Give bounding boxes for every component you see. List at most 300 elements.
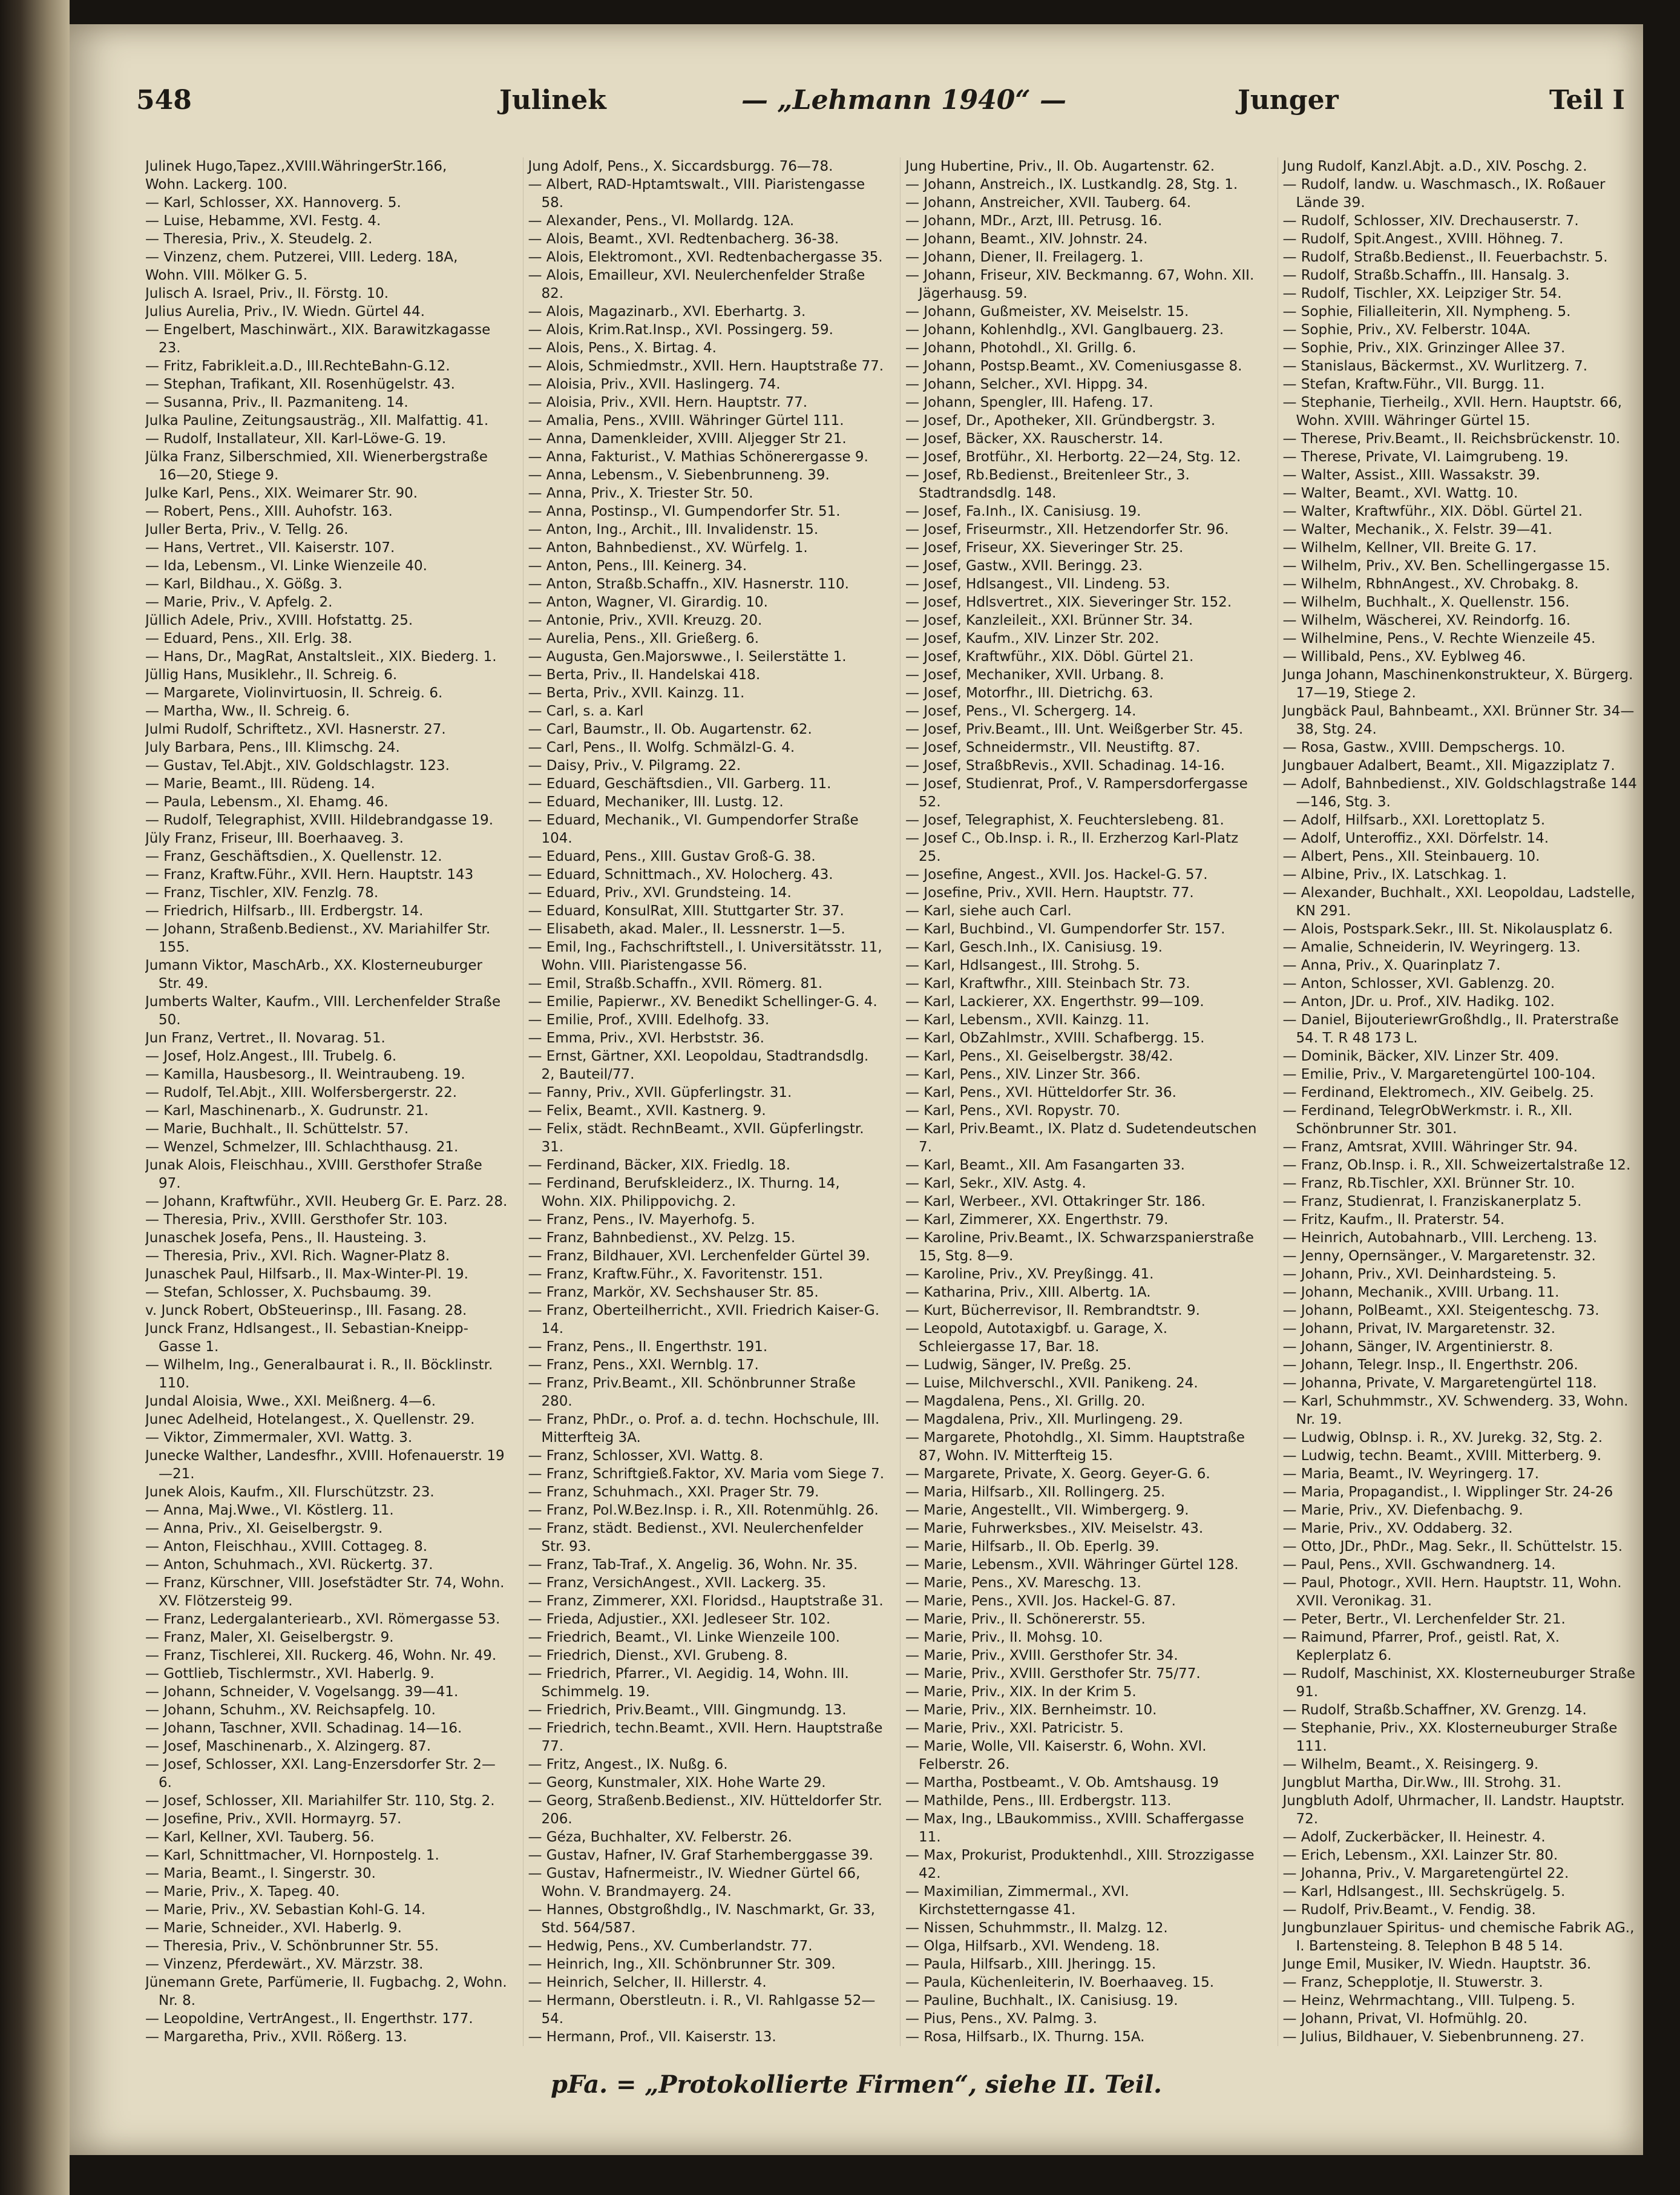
- directory-entry: — Walter, Mechanik., X. Felstr. 39—41.: [1282, 522, 1553, 538]
- directory-entry: — Karl, Werbeer., XVI. Ottakringer Str. 186.: [905, 1194, 1206, 1209]
- directory-entry: — Pius, Pens., XV. Palmg. 3.: [905, 2011, 1097, 2027]
- directory-entry: — Eduard, Pens., XII. Erlg. 38.: [145, 631, 353, 647]
- directory-entry: — Viktor, Zimmermaler, XVI. Wattg. 3.: [145, 1430, 413, 1446]
- directory-entry: — Ferdinand, TelegrObWerkmstr. i. R., XII. Schönbrunner Str. 301.: [1282, 1103, 1573, 1137]
- directory-entry: — Josef, Kraftwführ., XIX. Döbl. Gürtel 21.: [905, 649, 1194, 665]
- directory-entry: — Fanny, Priv., XVII. Güpferlingstr. 31.: [528, 1085, 792, 1101]
- directory-entry: — Stanislaus, Bäckermst., XV. Wurlitzerg. 7.: [1282, 358, 1588, 374]
- directory-entry: — Franz, Zimmerer, XXI. Floridsd., Hauptstraße 31.: [528, 1593, 884, 1609]
- directory-entry: — Karl, Lackierer, XX. Engerthstr. 99—109.: [905, 994, 1204, 1010]
- directory-entry: — Franz, Bahnbedienst., XV. Pelzg. 15.: [528, 1230, 796, 1246]
- directory-entry: — Josef C., Ob.Insp. i. R., II. Erzherzog Karl-Platz 25.: [905, 831, 1239, 864]
- directory-entry: — Karl, Lebensm., XVII. Kainzg. 11.: [905, 1012, 1150, 1028]
- column-4: [1278, 157, 1641, 2046]
- directory-entry: — Margarete, Private, X. Georg. Geyer-G. 6.: [905, 1466, 1210, 1482]
- directory-entry: — Karl, Gesch.Inh., IX. Canisiusg. 19.: [905, 940, 1163, 955]
- directory-entry: — Sophie, Priv., XV. Felberstr. 104A.: [1282, 322, 1531, 338]
- directory-entry: — Wilhelm, Buchhalt., X. Quellenstr. 156.: [1282, 594, 1570, 610]
- directory-entry: — Heinrich, Autobahnarb., VIII. Lercheng. 13.: [1282, 1230, 1598, 1246]
- directory-entry: — Marie, Priv., XIX. Bernheimstr. 10.: [905, 1702, 1157, 1718]
- directory-entry: — Daniel, BijouteriewrGroßhdlg., II. Praterstraße 54. T. R 48 173 L.: [1282, 1012, 1619, 1046]
- directory-entry: — Friedrich, Hilfsarb., III. Erdbergstr. 14.: [145, 903, 424, 919]
- directory-entry: — Hans, Vertret., VII. Kaiserstr. 107.: [145, 540, 395, 556]
- directory-entry: — Alois, Magazinarb., XVI. Eberhartg. 3.: [528, 304, 806, 320]
- directory-entry: — Anna, Fakturist., V. Mathias Schönerergasse 9.: [528, 449, 868, 465]
- directory-entry: Junec Adelheid, Hotelangest., X. Quellenstr. 29.: [145, 1412, 475, 1427]
- directory-entry: — Marie, Buchhalt., II. Schüttelstr. 57.: [145, 1121, 409, 1137]
- directory-entry: — Max, Prokurist, Produktenhdl., XIII. Strozzigasse 42.: [905, 1848, 1255, 1881]
- directory-entry: — Alois, Krim.Rat.Insp., XVI. Possingerg. 59.: [528, 322, 833, 338]
- directory-entry: — Rudolf, Priv.Beamt., V. Fendig. 38.: [1282, 1902, 1536, 1918]
- directory-entry: — Karl, Bildhau., X. Gößg. 3.: [145, 576, 343, 592]
- directory-entry: — Anton, Pens., III. Keinerg. 34.: [528, 558, 747, 574]
- directory-entry: — Olga, Hilfsarb., XVI. Wendeng. 18.: [905, 1938, 1160, 1954]
- directory-entry: — Johann, Friseur, XIV. Beckmanng. 67, Wohn. XII. Jägerhausg. 59.: [905, 268, 1255, 301]
- directory-entry: — Franz, Tab-Traf., X. Angelig. 36, Wohn. Nr. 35.: [528, 1557, 858, 1573]
- directory-entry: — Felix, Beamt., XVII. Kastnerg. 9.: [528, 1103, 766, 1119]
- directory-entry: — Vinzenz, chem. Putzerei, VIII. Lederg. 18A,: [145, 249, 458, 265]
- directory-entry: — Franz, Bildhauer, XVI. Lerchenfelder Gürtel 39.: [528, 1248, 870, 1264]
- directory-entry: — Alois, Postspark.Sekr., III. St. Nikolausplatz 6.: [1282, 921, 1613, 937]
- directory-entry: — Franz, Schlosser, XVI. Wattg. 8.: [528, 1448, 764, 1464]
- directory-entry: — Marie, Fuhrwerksbes., XIV. Meiselstr. 43.: [905, 1521, 1204, 1536]
- directory-entry: — Karl, Schlosser, XX. Hannoverg. 5.: [145, 195, 401, 211]
- directory-entry: — Emilie, Papierwr., XV. Benedikt Schellinger-G. 4.: [528, 994, 878, 1010]
- directory-entry: — Franz, Schuhmach., XXI. Prager Str. 79.: [528, 1484, 819, 1500]
- directory-entry: — Josef, Schlosser, XXI. Lang-Enzersdorfer Str. 2—6.: [145, 1757, 496, 1791]
- last-entry-word: Junger: [1238, 85, 1339, 116]
- directory-entry: — Fritz, Kaufm., II. Praterstr. 54.: [1282, 1212, 1505, 1228]
- directory-entry: — Margaretha, Priv., XVII. Rößerg. 13.: [145, 2029, 407, 2045]
- directory-entry: — Luise, Milchverschl., XVII. Panikeng. 24.: [905, 1375, 1198, 1391]
- directory-entry: — Anna, Priv., XI. Geiselbergstr. 9.: [145, 1521, 383, 1536]
- directory-entry: — Marie, Priv., XIX. In der Krim 5.: [905, 1684, 1137, 1700]
- directory-entry: — Franz, Priv.Beamt., XII. Schönbrunner Straße 280.: [528, 1375, 856, 1409]
- directory-entry: — Marie, Priv., XXI. Patricistr. 5.: [905, 1720, 1124, 1736]
- directory-entry: — Ferdinand, Bäcker, XIX. Friedlg. 18.: [528, 1157, 790, 1173]
- directory-entry: — Josef, Bäcker, XX. Rauscherstr. 14.: [905, 431, 1163, 447]
- directory-entry: — Berta, Priv., XVII. Kainzg. 11.: [528, 685, 745, 701]
- directory-entry: July Barbara, Pens., III. Klimschg. 24.: [145, 740, 400, 755]
- directory-entry: — Franz, Kraftw.Führ., X. Favoritenstr. 151.: [528, 1266, 823, 1282]
- directory-entry: — Marie, Lebensm., XVII. Währinger Gürtel 128.: [905, 1557, 1239, 1573]
- directory-entry: — Stephanie, Tierheilg., XVII. Hern. Hauptstr. 66, Wohn. XVIII. Währinger Gürtel 15.: [1282, 395, 1623, 429]
- directory-entry: — Josef, Schlosser, XII. Mariahilfer Str. 110, Stg. 2.: [145, 1793, 495, 1809]
- directory-entry: — Anna, Lebensm., V. Siebenbrunneng. 39.: [528, 467, 830, 483]
- directory-entry: Junecke Walther, Landesfhr., XVIII. Hofenauerstr. 19—21.: [145, 1448, 505, 1482]
- directory-entry: — Rudolf, Spit.Angest., XVIII. Höhneg. 7.: [1282, 231, 1564, 247]
- directory-entry: — Johann, Privat, VI. Hofmühlg. 20.: [1282, 2011, 1528, 2027]
- directory-entry: — Franz, Markör, XV. Sechshauser Str. 85.: [528, 1285, 819, 1300]
- directory-entry: — Friedrich, Beamt., VI. Linke Wienzeile 100.: [528, 1630, 840, 1645]
- directory-entry: — Gustav, Tel.Abjt., XIV. Goldschlagstr. 123.: [145, 758, 450, 774]
- directory-entry: Jung Adolf, Pens., X. Siccardsburgg. 76—78.: [528, 159, 833, 174]
- directory-entry: Wohn. Lackerg. 100.: [145, 177, 287, 193]
- directory-entry: — Margarete, Violinvirtuosin, II. Schreig. 6.: [145, 685, 443, 701]
- directory-entry: — Erich, Lebensm., XXI. Lainzer Str. 80.: [1282, 1848, 1558, 1863]
- directory-entry: — Hermann, Oberstleutn. i. R., VI. Rahlgasse 52—54.: [528, 1993, 876, 2027]
- directory-entry: — Johann, Anstreicher, XVII. Tauberg. 64.: [905, 195, 1192, 211]
- directory-entry: — Johann, Gußmeister, XV. Meiselstr. 15.: [905, 304, 1189, 320]
- directory-entry: — Sophie, Priv., XIX. Grinzinger Allee 37.: [1282, 340, 1566, 356]
- directory-entry: — Hermann, Prof., VII. Kaiserstr. 13.: [528, 2029, 776, 2045]
- directory-entry: — Karl, Pens., XIV. Linzer Str. 366.: [905, 1067, 1141, 1082]
- directory-entry: — Rudolf, landw. u. Waschmasch., IX. Roßauer Lände 39.: [1282, 177, 1606, 211]
- directory-entry: — Josef, Hdlsangest., VII. Lindeng. 53.: [905, 576, 1170, 592]
- directory-entry: — Karoline, Priv., XV. Preyßingg. 41.: [905, 1266, 1154, 1282]
- directory-entry: — Josefine, Priv., XVII. Hormayrg. 57.: [145, 1811, 402, 1827]
- directory-entry: Wohn. VIII. Mölker G. 5.: [145, 268, 308, 283]
- running-head: [136, 85, 1625, 133]
- directory-entry: — Anton, Schlosser, XVI. Gablenzg. 20.: [1282, 976, 1555, 992]
- directory-entry: — Friedrich, techn.Beamt., XVII. Hern. Hauptstraße 77.: [528, 1720, 883, 1754]
- directory-entry: — Marie, Schneider., XVI. Haberlg. 9.: [145, 1920, 402, 1936]
- directory-entry: — Dominik, Bäcker, XIV. Linzer Str. 409.: [1282, 1048, 1560, 1064]
- directory-entry: — Josef, Friseur, XX. Sieveringer Str. 25.: [905, 540, 1184, 556]
- directory-entry: Junge Emil, Musiker, IV. Wiedn. Hauptstr. 36.: [1282, 1956, 1592, 1972]
- directory-entry: — Karl, ObZahlmstr., XVIII. Schafbergg. 15.: [905, 1030, 1205, 1046]
- directory-entry: — Willibald, Pens., XV. Eyblweg 46.: [1282, 649, 1526, 665]
- directory-entry: Juller Berta, Priv., V. Tellg. 26.: [145, 522, 349, 538]
- directory-entry: — Albert, Pens., XII. Steinbauerg. 10.: [1282, 849, 1540, 864]
- directory-entry: — Eduard, Mechaniker, III. Lustg. 12.: [528, 794, 784, 810]
- directory-entry: — Johann, Spengler, III. Hafeng. 17.: [905, 395, 1153, 410]
- directory-entry: — Anton, Fleischhau., XVIII. Cottageg. 8.: [145, 1539, 428, 1555]
- directory-entry: — Marie, Priv., XV. Oddaberg. 32.: [1282, 1521, 1513, 1536]
- directory-entry: — Johann, Postsp.Beamt., XV. Comeniusgasse 8.: [905, 358, 1242, 374]
- directory-entry: — Karl, Beamt., XII. Am Fasangarten 33.: [905, 1157, 1185, 1173]
- directory-entry: — Alois, Pens., X. Birtag. 4.: [528, 340, 717, 356]
- directory-entry: — Rudolf, Straßb.Schaffner, XV. Grenzg. 14.: [1282, 1702, 1587, 1718]
- directory-entry: — Raimund, Pfarrer, Prof., geistl. Rat, X. Keplerplatz 6.: [1282, 1630, 1560, 1664]
- directory-entry: — Josef, Rb.Bedienst., Breitenleer Str., 3. Stadtrandsdlg. 148.: [905, 467, 1190, 501]
- directory-entry: — Rudolf, Tel.Abjt., XIII. Wolfersbergerstr. 22.: [145, 1085, 458, 1101]
- directory-entry: — Karl, Priv.Beamt., IX. Platz d. Sudetendeutschen 7.: [905, 1121, 1257, 1155]
- directory-entry: — Emilie, Prof., XVIII. Edelhofg. 33.: [528, 1012, 770, 1028]
- directory-entry: — Maria, Hilfsarb., XII. Rollingerg. 25.: [905, 1484, 1166, 1500]
- directory-entry: — Berta, Priv., II. Handelskai 418.: [528, 667, 761, 683]
- directory-entry: Jungbunzlauer Spiritus- und chemische Fabrik AG., I. Bartensteing. 8. Telephon B 48 5 14.: [1282, 1920, 1635, 1954]
- directory-entry: — Alois, Elektromont., XVI. Redtenbachergasse 35.: [528, 249, 883, 265]
- directory-entry: — Albert, RAD-Hptamtswalt., VIII. Piaristengasse 58.: [528, 177, 865, 211]
- directory-entry: Jung Rudolf, Kanzl.Abjt. a.D., XIV. Poschg. 2.: [1282, 159, 1587, 174]
- directory-entry: — Franz, Ob.Insp. i. R., XII. Schweizertalstraße 12.: [1282, 1157, 1631, 1173]
- directory-entry: Julmi Rudolf, Schriftetz., XVI. Hasnerstr. 27.: [145, 722, 446, 737]
- directory-entry: — Engelbert, Maschinwärt., XIX. Barawitzkagasse 23.: [145, 322, 491, 356]
- directory-entry: — Franz, Schriftgieß.Faktor, XV. Maria vom Siege 7.: [528, 1466, 885, 1482]
- directory-entry: — Wilhelm, Priv., XV. Ben. Schellingergasse 15.: [1282, 558, 1610, 574]
- directory-entry: — Franz, Pens., II. Engerthstr. 191.: [528, 1339, 768, 1355]
- directory-entry: — Karl, Sekr., XIV. Astg. 4.: [905, 1176, 1086, 1191]
- directory-entry: — Theresia, Priv., XVIII. Gersthofer Str. 103.: [145, 1212, 448, 1228]
- directory-entry: — Josef, Motorfhr., III. Dietrichg. 63.: [905, 685, 1153, 701]
- directory-entry: — Eduard, Priv., XVI. Grundsteing. 14.: [528, 885, 792, 901]
- directory-entry: — Franz, Ledergalanteriearb., XVI. Römergasse 53.: [145, 1611, 500, 1627]
- directory-entry: — Marie, Priv., XV. Diefenbachg. 9.: [1282, 1502, 1523, 1518]
- first-entry-word: Julinek: [499, 85, 606, 116]
- directory-entry: — Max, Ing., LBaukommiss., XVIII. Schaffergasse 11.: [905, 1811, 1244, 1845]
- directory-entry: — Johann, Kohlenhdlg., XVI. Ganglbauerg. 23.: [905, 322, 1224, 338]
- directory-entry: — Ludwig, techn. Beamt., XVIII. Mitterberg. 9.: [1282, 1448, 1602, 1464]
- directory-entry: — Marie, Beamt., III. Rüdeng. 14.: [145, 776, 375, 792]
- directory-entry: — Wenzel, Schmelzer, III. Schlachthausg. 21.: [145, 1139, 459, 1155]
- directory-entry: Jüly Franz, Friseur, III. Boerhaaveg. 3.: [145, 831, 404, 846]
- directory-entry: — Alexander, Buchhalt., XXI. Leopoldau, Ladstelle, KN 291.: [1282, 885, 1635, 919]
- directory-entry: — Walter, Kraftwführ., XIX. Döbl. Gürtel 21.: [1282, 504, 1583, 519]
- directory-entry: — Josef, Mechaniker, XVII. Urbang. 8.: [905, 667, 1164, 683]
- directory-entry: — Maximilian, Zimmermal., XVI. Kirchstetterngasse 41.: [905, 1884, 1129, 1918]
- directory-entry: v. Junck Robert, ObSteuerinsp., III. Fasang. 28.: [145, 1303, 467, 1318]
- directory-entry: — Susanna, Priv., II. Pazmaniteng. 14.: [145, 395, 409, 410]
- directory-entry: — Paula, Hilfsarb., XIII. Jheringg. 15.: [905, 1956, 1157, 1972]
- directory-entry: — Marie, Hilfsarb., II. Ob. Eperlg. 39.: [905, 1539, 1160, 1555]
- directory-entry: — Johann, PolBeamt., XXI. Steigenteschg. 73.: [1282, 1303, 1600, 1318]
- page-number: 548: [136, 85, 192, 116]
- directory-entry: — Aloisia, Priv., XVII. Haslingerg. 74.: [528, 377, 781, 392]
- directory-entry: — Emil, Straßb.Schaffn., XVII. Römerg. 81.: [528, 976, 823, 992]
- directory-entry: — Josef, Hdlsvertret., XIX. Sieveringer Str. 152.: [905, 594, 1232, 610]
- directory-entry: — Theresia, Priv., X. Steudelg. 2.: [145, 231, 373, 247]
- directory-entry: — Kamilla, Hausbesorg., II. Weintraubeng. 19.: [145, 1067, 465, 1082]
- directory-entry: — Johann, Schuhm., XV. Reichsapfelg. 10.: [145, 1702, 436, 1718]
- directory-entry: — Alexander, Pens., VI. Mollardg. 12A.: [528, 213, 795, 229]
- directory-entry: — Emma, Priv., XVI. Herbststr. 36.: [528, 1030, 764, 1046]
- directory-entry: — Josef, StraßbRevis., XVII. Schadinag. 14-16.: [905, 758, 1225, 774]
- directory-entry: — Hannes, Obstgroßhdlg., IV. Naschmarkt, Gr. 33, Std. 564/587.: [528, 1902, 875, 1936]
- directory-entry: — Karl, Pens., XVI. Ropystr. 70.: [905, 1103, 1120, 1119]
- directory-entry: — Rudolf, Straßb.Bedienst., II. Feuerbachstr. 5.: [1282, 249, 1608, 265]
- directory-entry: — Eduard, Pens., XIII. Gustav Groß-G. 38.: [528, 849, 816, 864]
- directory-entry: — Stefan, Kraftw.Führ., VII. Burgg. 11.: [1282, 377, 1545, 392]
- directory-entry: — Josef, Kaufm., XIV. Linzer Str. 202.: [905, 631, 1160, 647]
- directory-entry: — Leopold, Autotaxigbf. u. Garage, X. Schleiergasse 17, Bar. 18.: [905, 1321, 1168, 1355]
- directory-entry: — Paula, Lebensm., XI. Ehamg. 46.: [145, 794, 389, 810]
- directory-entry: — Paul, Photogr., XVII. Hern. Hauptstr. 11, Wohn. XVII. Veronikag. 31.: [1282, 1575, 1622, 1609]
- directory-entry: — Rudolf, Installateur, XII. Karl-Löwe-G. 19.: [145, 431, 447, 447]
- directory-entry: — Johann, Kraftwführ., XVII. Heuberg Gr. E. Parz. 28.: [145, 1194, 508, 1209]
- directory-entry: Jundal Aloisia, Wwe., XXI. Meißnerg. 4—6.: [145, 1394, 436, 1409]
- directory-entry: — Jenny, Opernsänger., V. Margaretenstr. 32.: [1282, 1248, 1596, 1264]
- directory-entry: — Franz, Geschäftsdien., X. Quellenstr. 12.: [145, 849, 442, 864]
- directory-entry: — Franz, Studienrat, I. Franziskanerplatz 5.: [1282, 1194, 1582, 1209]
- directory-entry: — Martha, Ww., II. Schreig. 6.: [145, 703, 350, 719]
- book-title: — „Lehmann 1940“ —: [741, 85, 1067, 116]
- directory-entry: — Franz, Schepplotje, II. Stuwerstr. 3.: [1282, 1975, 1543, 1990]
- directory-entry: — Adolf, Bahnbedienst., XIV. Goldschlagstraße 144—146, Stg. 3.: [1282, 776, 1637, 810]
- directory-entry: — Rudolf, Schlosser, XIV. Drechauserstr. 7.: [1282, 213, 1579, 229]
- directory-entry: — Elisabeth, akad. Maler., II. Lessnerstr. 1—5.: [528, 921, 845, 937]
- directory-entry: Jumann Viktor, MaschArb., XX. Klosterneuburger Str. 49.: [145, 958, 482, 992]
- directory-entry: — Géza, Buchhalter, XV. Felberstr. 26.: [528, 1829, 792, 1845]
- column-3: [900, 157, 1263, 2046]
- directory-entry: — Theresia, Priv., V. Schönbrunner Str. 55.: [145, 1938, 439, 1954]
- directory-entry: Junaschek Josefa, Pens., II. Hausteing. 3.: [145, 1230, 427, 1246]
- directory-entry: — Johanna, Priv., V. Margaretengürtel 22.: [1282, 1866, 1569, 1881]
- directory-entry: — Ferdinand, Elektromech., XIV. Geibelg. 25.: [1282, 1085, 1594, 1101]
- directory-entry: — Mathilde, Pens., III. Erdbergstr. 113.: [905, 1793, 1172, 1809]
- directory-entry: — Alois, Beamt., XVI. Redtenbacherg. 36-38.: [528, 231, 839, 247]
- directory-entry: — Friedrich, Pfarrer., VI. Aegidig. 14, Wohn. III. Schimmelg. 19.: [528, 1666, 849, 1700]
- directory-entry: — Hedwig, Pens., XV. Cumberlandstr. 77.: [528, 1938, 813, 1954]
- directory-entry: — Johann, Taschner, XVII. Schadinag. 14—16.: [145, 1720, 462, 1736]
- directory-entry: — Marie, Priv., V. Apfelg. 2.: [145, 594, 333, 610]
- directory-entry: — Aurelia, Pens., XII. Grießerg. 6.: [528, 631, 760, 647]
- directory-entry: Julinek Hugo,Tapez.,XVIII.WähringerStr.166,: [145, 159, 447, 174]
- directory-entry: — Robert, Pens., XIII. Auhofstr. 163.: [145, 504, 393, 519]
- directory-entry: — Adolf, Hilfsarb., XXI. Lorettoplatz 5.: [1282, 812, 1546, 828]
- directory-entry: — Franz, Maler, XI. Geiselbergstr. 9.: [145, 1630, 394, 1645]
- directory-entry: — Theresia, Priv., XVI. Rich. Wagner-Platz 8.: [145, 1248, 450, 1264]
- entry-columns: [145, 157, 1640, 2046]
- directory-entry: — Josefine, Priv., XVII. Hern. Hauptstr. 77.: [905, 885, 1194, 901]
- directory-entry: — Leopoldine, VertrAngest., II. Engerthstr. 177.: [145, 2011, 473, 2027]
- directory-entry: — Karl, Zimmerer, XX. Engerthstr. 79.: [905, 1212, 1169, 1228]
- directory-entry: — Franz, Oberteilherricht., XVII. Friedrich Kaiser-G. 14.: [528, 1303, 880, 1337]
- directory-entry: — Johann, Anstreich., IX. Lustkandlg. 28, Stg. 1.: [905, 177, 1238, 193]
- directory-entry: — Felix, städt. RechnBeamt., XVII. Güpferlingstr. 31.: [528, 1121, 864, 1155]
- directory-entry: — Marie, Wolle, VII. Kaiserstr. 6, Wohn. XVI. Felberstr. 26.: [905, 1739, 1207, 1772]
- directory-entry: — Wilhelm, Beamt., X. Reisingerg. 9.: [1282, 1757, 1539, 1772]
- directory-entry: — Margarete, Photohdlg., XI. Simm. Hauptstraße 87, Wohn. IV. Mitterfteig 15.: [905, 1430, 1245, 1464]
- directory-entry: — Adolf, Zuckerbäcker, II. Heinestr. 4.: [1282, 1829, 1546, 1845]
- directory-entry: — Albine, Priv., IX. Latschkag. 1.: [1282, 867, 1507, 883]
- directory-entry: — Karl, Maschinenarb., X. Gudrunstr. 21.: [145, 1103, 429, 1119]
- directory-entry: — Karl, Hdlsangest., III. Strohg. 5.: [905, 958, 1140, 973]
- directory-entry: — Josef, Holz.Angest., III. Trubelg. 6.: [145, 1048, 397, 1064]
- directory-entry: Jünemann Grete, Parfümerie, II. Fugbachg. 2, Wohn. Nr. 8.: [145, 1975, 507, 2009]
- directory-entry: — Otto, JDr., PhDr., Mag. Sekr., II. Schüttelstr. 15.: [1282, 1539, 1623, 1555]
- column-2: [523, 157, 886, 2046]
- directory-entry: — Marie, Priv., II. Schönererstr. 55.: [905, 1611, 1146, 1627]
- directory-entry: Jungbäck Paul, Bahnbeamt., XXI. Brünner Str. 34—38, Stg. 24.: [1282, 703, 1635, 737]
- directory-entry: — Carl, Pens., II. Wolfg. Schmälzl-G. 4.: [528, 740, 795, 755]
- directory-entry: — Sophie, Filialleiterin, XII. Nymphеng. 5.: [1282, 304, 1571, 320]
- directory-entry: — Franz, Pol.W.Bez.Insp. i. R., XII. Rotenmühlg. 26.: [528, 1502, 879, 1518]
- directory-entry: — Aloisia, Priv., XVII. Hern. Hauptstr. 77.: [528, 395, 808, 410]
- directory-entry: — Nissen, Schuhmmstr., II. Malzg. 12.: [905, 1920, 1168, 1936]
- directory-entry: — Maria, Propagandist., I. Wipplinger Str. 24-26: [1282, 1484, 1613, 1500]
- directory-entry: — Emilie, Priv., V. Margaretengürtel 100-104.: [1282, 1067, 1596, 1082]
- directory-entry: — Wilhelm, Wäscherei, XV. Reindorfg. 16.: [1282, 613, 1571, 628]
- directory-entry: — Karl, Buchbind., VI. Gumpendorfer Str. 157.: [905, 921, 1226, 937]
- directory-entry: — Ferdinand, Berufskleiderz., IX. Thurng. 14, Wohn. XIX. Philippovichg. 2.: [528, 1176, 840, 1209]
- directory-entry: — Adolf, Unteroffiz., XXI. Dörfelstr. 14.: [1282, 831, 1549, 846]
- directory-entry: — Rudolf, Tischler, XX. Leipziger Str. 54.: [1282, 286, 1562, 301]
- directory-entry: — Marie, Priv., X. Tapeg. 40.: [145, 1884, 340, 1900]
- directory-entry: — Johanna, Private, V. Margaretengürtel 118.: [1282, 1375, 1597, 1391]
- directory-entry: — Karl, Pens., XI. Geiselbergstr. 38/42.: [905, 1048, 1173, 1064]
- directory-entry: — Marie, Pens., XV. Mareschg. 13.: [905, 1575, 1141, 1591]
- directory-entry: — Johann, Privat, IV. Margaretenstr. 32.: [1282, 1321, 1556, 1337]
- directory-entry: — Karl, Kellner, XVI. Tauberg. 56.: [145, 1829, 375, 1845]
- directory-entry: — Luise, Hebamme, XVI. Festg. 4.: [145, 213, 381, 229]
- directory-entry: — Josef, Pens., VI. Schergerg. 14.: [905, 703, 1137, 719]
- directory-entry: — Wilhelmine, Pens., V. Rechte Wienzeile 45.: [1282, 631, 1596, 647]
- directory-entry: — Martha, Postbeamt., V. Ob. Amtshausg. 19: [905, 1775, 1219, 1791]
- directory-entry: — Josef, Kanzleileit., XXI. Brünner Str. 34.: [905, 613, 1193, 628]
- directory-entry: — Josef, Fa.Inh., IX. Canisiusg. 19.: [905, 504, 1141, 519]
- directory-entry: — Julius, Bildhauer, V. Siebenbrunneng. 27.: [1282, 2029, 1584, 2045]
- directory-entry: Jumberts Walter, Kaufm., VIII. Lerchenfelder Straße 50.: [145, 994, 501, 1028]
- directory-entry: — Franz, Kraftw.Führ., XVII. Hern. Hauptstr. 143: [145, 867, 474, 883]
- directory-entry: — Josef, Telegraphist, X. Feuchterslebeng. 81.: [905, 812, 1224, 828]
- directory-entry: — Rudolf, Maschinist, XX. Klosterneuburger Straße 91.: [1282, 1666, 1635, 1700]
- directory-entry: — Therese, Private, VI. Laimgrubeng. 19.: [1282, 449, 1569, 465]
- directory-entry: — Paul, Pens., XVII. Gschwandnerg. 14.: [1282, 1557, 1556, 1573]
- directory-entry: — Johann, Diener, II. Freilagerg. 1.: [905, 249, 1144, 265]
- directory-entry: — Katharina, Priv., XIII. Albertg. 1A.: [905, 1285, 1151, 1300]
- directory-entry: — Marie, Angestellt., VII. Wimbergerg. 9.: [905, 1502, 1189, 1518]
- directory-entry: — Eduard, KonsulRat, XIII. Stuttgarter Str. 37.: [528, 903, 844, 919]
- directory-entry: — Franz, städt. Bedienst., XVI. Neulerchenfelder Str. 93.: [528, 1521, 864, 1555]
- directory-entry: Jung Hubertine, Priv., II. Ob. Augartenstr. 62.: [905, 159, 1215, 174]
- directory-entry: — Magdalena, Pens., XI. Grillg. 20.: [905, 1394, 1146, 1409]
- directory-entry: — Stefan, Schlosser, X. Puchsbaumg. 39.: [145, 1285, 432, 1300]
- directory-entry: — Franz, VersichAngest., XVII. Lackerg. 35.: [528, 1575, 827, 1591]
- directory-entry: — Franz, Rb.Tischler, XXI. Brünner Str. 10.: [1282, 1176, 1575, 1191]
- directory-entry: — Amalia, Pens., XVIII. Währinger Gürtel 111.: [528, 413, 844, 429]
- directory-entry: — Johann, Selcher., XVI. Hippg. 34.: [905, 377, 1148, 392]
- directory-entry: — Heinrich, Ing., XII. Schönbrunner Str. 309.: [528, 1956, 836, 1972]
- directory-entry: — Johann, Beamt., XIV. Johnstr. 24.: [905, 231, 1148, 247]
- directory-entry: — Gustav, Hafnermeistr., IV. Wiedner Gürtel 66, Wohn. V. Brandmayerg. 24.: [528, 1866, 861, 1900]
- directory-entry: — Anna, Priv., X. Triester Str. 50.: [528, 485, 753, 501]
- directory-entry: — Eduard, Geschäftsdien., VII. Garberg. 11.: [528, 776, 832, 792]
- directory-entry: — Anton, Schuhmach., XVI. Rückertg. 37.: [145, 1557, 433, 1573]
- directory-entry: — Franz, Tischler, XIV. Fenzlg. 78.: [145, 885, 379, 901]
- directory-entry: — Friedrich, Priv.Beamt., VIII. Gingmundg. 13.: [528, 1702, 847, 1718]
- directory-entry: Junck Franz, Hdlsangest., II. Sebastian-Kneipp-Gasse 1.: [145, 1321, 468, 1355]
- directory-entry: — Marie, Priv., XV. Sebastian Kohl-G. 14.: [145, 1902, 426, 1918]
- directory-entry: — Emil, Ing., Fachschriftstell., I. Universitätsstr. 11, Wohn. VIII. Piaristengasse 56.: [528, 940, 882, 973]
- directory-entry: — Johann, Telegr. Insp., II. Engerthstr. 206.: [1282, 1357, 1578, 1373]
- directory-entry: — Marie, Priv., II. Mohsg. 10.: [905, 1630, 1103, 1645]
- directory-entry: — Anton, JDr. u. Prof., XIV. Hadikg. 102.: [1282, 994, 1555, 1010]
- directory-entry: — Johann, Straßenb.Bedienst., XV. Mariahilfer Str. 155.: [145, 921, 491, 955]
- directory-entry: — Josef, Priv.Beamt., III. Unt. Weißgerber Str. 45.: [905, 722, 1244, 737]
- directory-entry: — Stephan, Trafikant, XII. Rosenhügelstr. 43.: [145, 377, 455, 392]
- book-page-edges: [0, 0, 70, 2195]
- directory-entry: — Maria, Beamt., I. Singerstr. 30.: [145, 1866, 376, 1881]
- directory-page: [70, 24, 1643, 2155]
- directory-entry: — Franz, Pens., IV. Mayerhofg. 5.: [528, 1212, 755, 1228]
- directory-entry: — Georg, Straßenb.Bedienst., XIV. Hütteldorfer Str. 206.: [528, 1793, 882, 1827]
- directory-entry: — Antonie, Priv., XVII. Kreuzg. 20.: [528, 613, 763, 628]
- directory-entry: — Josef, Friseurmstr., XII. Hetzendorfer Str. 96.: [905, 522, 1229, 538]
- directory-entry: — Ida, Lebensm., VI. Linke Wienzeile 40.: [145, 558, 427, 574]
- directory-entry: — Johann, Schneider, V. Vogelsangg. 39—41.: [145, 1684, 459, 1700]
- directory-entry: — Eduard, Schnittmach., XV. Holocherg. 43.: [528, 867, 833, 883]
- directory-entry: — Friedrich, Dienst., XVI. Grubeng. 8.: [528, 1648, 788, 1664]
- directory-entry: Jüllig Hans, Musiklehr., II. Schreig. 6.: [145, 667, 398, 683]
- directory-entry: — Anna, Priv., X. Quarinplatz 7.: [1282, 958, 1501, 973]
- directory-entry: — Rudolf, Straßb.Schaffn., III. Hansalg. 3.: [1282, 268, 1570, 283]
- directory-entry: — Karl, siehe auch Carl.: [905, 903, 1072, 919]
- directory-entry: Julke Karl, Pens., XIX. Weimarer Str. 90.: [145, 485, 418, 501]
- directory-entry: Jungblut Martha, Dir.Ww., III. Strohg. 31.: [1282, 1775, 1561, 1791]
- directory-entry: — Wilhelm, Ing., Generalbaurat i. R., II. Böcklinstr. 110.: [145, 1357, 493, 1391]
- directory-entry: — Therese, Priv.Beamt., II. Reichsbrückenstr. 10.: [1282, 431, 1621, 447]
- directory-entry: — Amalie, Schneiderin, IV. Weyringerg. 13.: [1282, 940, 1581, 955]
- directory-entry: — Johann, Priv., XVI. Deinhardsteing. 5.: [1282, 1266, 1557, 1282]
- directory-entry: — Karl, Hdlsangest., III. Sechskrügelg. 5.: [1282, 1884, 1566, 1900]
- directory-entry: — Anna, Postinsp., VI. Gumpendorfer Str. 51.: [528, 504, 841, 519]
- directory-entry: — Josefine, Angest., XVII. Jos. Hackel-G. 57.: [905, 867, 1208, 883]
- directory-entry: — Stephanie, Priv., XX. Klosterneuburger Straße 111.: [1282, 1720, 1618, 1754]
- directory-entry: — Kurt, Bücherrevisor, II. Rembrandtstr. 9.: [905, 1303, 1200, 1318]
- directory-entry: — Josef, Maschinenarb., X. Alzingerg. 87.: [145, 1739, 431, 1754]
- directory-entry: — Johann, Photohdl., XI. Grillg. 6.: [905, 340, 1137, 356]
